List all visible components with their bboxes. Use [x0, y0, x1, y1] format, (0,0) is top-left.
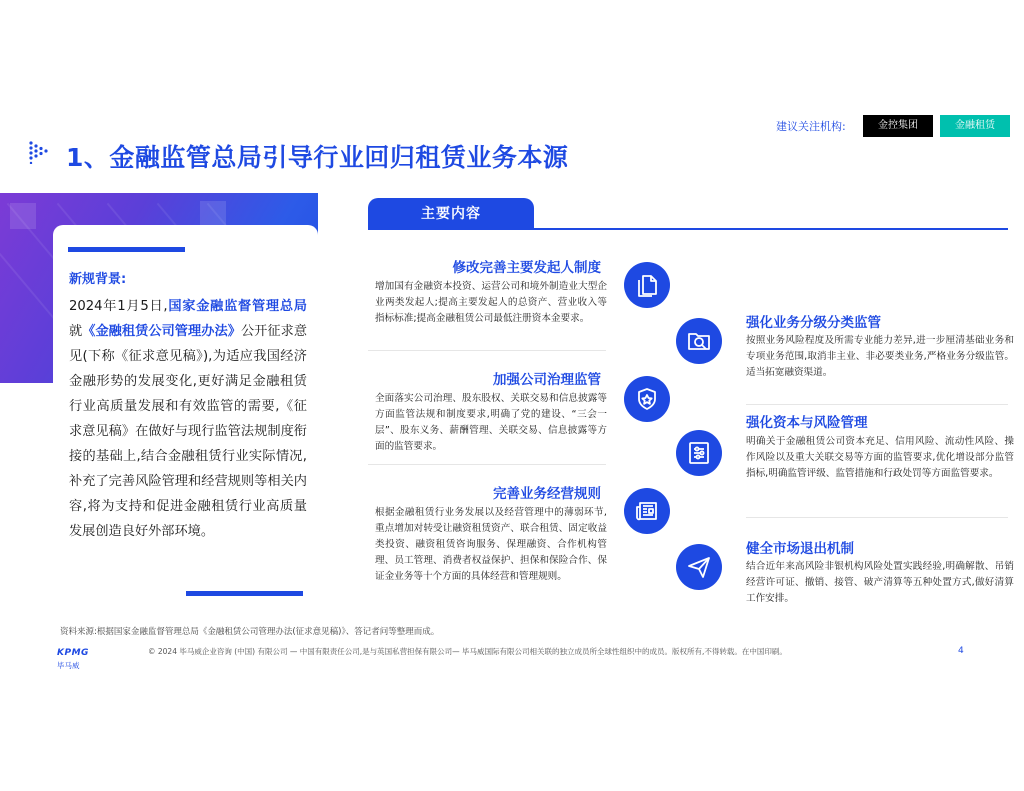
item-text-governance: 全面落实公司治理、股东股权、关联交易和信息披露等方面监管法规和制度要求,明确了党的建设、“三会一层”、股东义务、薪酬管理、关联交易、信息披露等方面的监管要求。	[375, 393, 607, 452]
bg-org: 国家金融监督管理总局	[167, 299, 307, 314]
source-note: 资料来源:根据国家金融监督管理总局《金融租赁公司管理办法(征求意见稿)》、答记者问等整理而成。	[60, 627, 440, 637]
folder-search-icon	[676, 318, 722, 364]
main-content-line	[368, 228, 1008, 230]
main-content-header: 主要内容	[368, 198, 534, 230]
card-bottom-bar	[186, 591, 303, 596]
sliders-icon	[676, 430, 722, 476]
title-arrow-icon	[28, 140, 52, 164]
divider	[368, 464, 606, 465]
shield-star-icon	[624, 376, 670, 422]
item-heading-governance: 加强公司治理监管	[493, 372, 601, 388]
card-accent-bar	[68, 247, 185, 252]
item-heading-market-exit: 健全市场退出机制	[746, 541, 854, 557]
item-heading-sponsor: 修改完善主要发起人制度	[452, 260, 601, 276]
paper-plane-icon	[676, 544, 722, 590]
item-text-market-exit: 结合近年来高风险非银机构风险处置实践经验,明确解散、吊销经营许可证、撤销、接管、破产清算等五种处置方式,做好清算工作安排。	[746, 561, 1014, 604]
bg-document: 《金融租赁公司管理办法》	[82, 324, 241, 339]
tag-financial-leasing: 金融租赁	[940, 115, 1010, 137]
focus-label: 建议关注机构:	[776, 120, 846, 133]
newspaper-icon	[624, 488, 670, 534]
item-text-business-rules: 根据金融租赁行业务发展以及经营管理中的薄弱环节,重点增加对转受让融资租赁资产、联合租赁、固定收益类投资、融资租赁咨询服务、保理融资、合作机构管理、员工管理、消费者权益保护、担保和保险合作、保证金业务等十个方面的具体经营和管理规则。	[375, 507, 607, 582]
bg-date: 2024年1月5日,	[69, 299, 168, 314]
divider	[746, 517, 1008, 518]
bg-rest: 公开征求意见(下称《征求意见稿》),为适应我国经济金融形势的发展变化,更好满足金融租赁行业高质量发展和有效监管的需要,《征求意见稿》在做好与现行监管法规制度衔接的基础上,结合金融租赁行业实际情况,补充了完善风险管理和经营规则等相关内容,将为支持和促进金融租赁行业高质量发展创造良好外部环境。	[69, 324, 308, 539]
item-text-classification: 按照业务风险程度及所需专业能力差异,进一步厘清基础业务和专项业务范围,取消非主业、非必要类业务,严格业务分级监管。适当拓宽融资渠道。	[746, 335, 1014, 378]
page-number: 4	[958, 646, 964, 656]
page-title: 1、金融监管总局引导行业回归租赁业务本源	[66, 143, 569, 172]
copyright: © 2024 毕马威企业咨询 (中国) 有限公司 — 中国有限责任公司,是与英国私营担保有限公司— 毕马威国际有限公司相关联的独立成员所全球性组织中的成员。版权所有,不得转载。在中国印刷。	[148, 647, 787, 656]
item-heading-capital-risk: 强化资本与风险管理	[746, 415, 868, 431]
divider	[368, 350, 606, 351]
item-text-sponsor: 增加国有金融资本投资、运营公司和境外制造业大型企业两类发起人;提高主要发起人的总资产、营业收入等指标标准;提高金融租赁公司最低注册资本金要求。	[375, 281, 607, 324]
kpmg-logo: KPMG	[57, 648, 89, 658]
kpmg-logo-cn: 毕马威	[57, 661, 80, 670]
tag-financial-holding: 金控集团	[863, 115, 933, 137]
divider	[746, 404, 1008, 405]
document-icon	[624, 262, 670, 308]
item-text-capital-risk: 明确关于金融租赁公司资本充足、信用风险、流动性风险、操作风险以及重大关联交易等方面的监管要求,优化增设部分监管指标,明确监管评级、监管措施和行政处罚等方面监管要求。	[746, 436, 1014, 479]
background-heading: 新规背景:	[69, 272, 127, 287]
item-heading-business-rules: 完善业务经营规则	[493, 486, 601, 502]
background-paragraph	[69, 294, 307, 544]
bg-on: 就	[69, 324, 83, 339]
item-heading-classification: 强化业务分级分类监管	[746, 315, 881, 331]
